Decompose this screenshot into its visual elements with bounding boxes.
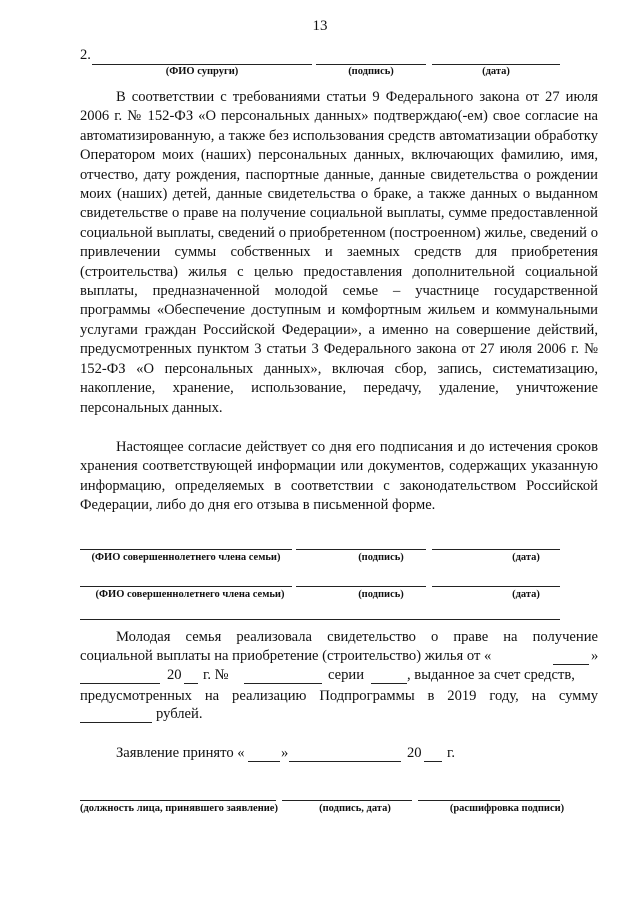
family-member-2-date-line[interactable] [432, 586, 560, 587]
realization-line-4: предусмотренных на реализацию Подпрограммы в 2019 году, на сумму [80, 688, 598, 704]
family-member-1-signature-line[interactable] [296, 549, 426, 550]
section-divider [80, 619, 560, 620]
realization-series-label: серии [328, 667, 365, 683]
consent-paragraph: В соответствии с требованиями статьи 9 Федерального закона от 27 июля 2006 г. № 152-ФЗ «О персональных данных» подтверждаю(-ем) свое согласие на автоматизированную, а также без использования средств автоматизации обработку Оператором моих (наших) персональных данных, включающих фамилию, имя, отчество, дату рождения, паспортные данные, данные свидетельства о рождении моих (наших) детей, данные свидетельства о браке, а также данных о выданном свидетельстве о праве на получение социальной выплаты, сумме предоставленной социальной выплаты, сведений о приобретенном (построенном) жилье, сведений о привлечении суммы собственных и заемных средств для приобретения (строительства) жилья с целью предоставления дополнительной социальной выплаты, предназначенной молодой семье – участнице государственной программы «Обеспечение доступным и комфортным жильем и коммунальными услугами граждан Российской Федерации», а именно на совершение действий, предусмотренных пунктом 3 статьи 3 Федерального закона от 27 июля 2006 г. № 152-ФЗ «О персональных данных», включая сбор, запись, систематизацию, накопление, хранение, использование, передачу, удаление, уничтожение персональных данных. [80, 89, 598, 416]
realization-number-label: г. № [203, 667, 229, 683]
item-number: 2. [80, 47, 91, 63]
spouse-signature-caption: (подпись) [348, 66, 394, 77]
realization-line-3-tail: , выданное за счет средств, [407, 667, 575, 683]
realization-line-5: рублей. [156, 706, 203, 722]
realization-line-1: Молодая семья реализовала свидетельство о праве на получение [116, 629, 598, 645]
family-member-2-date-caption: (дата) [512, 589, 540, 600]
realization-line-2-text: социальной выплаты на приобретение (строительство) жилья от « [80, 648, 492, 664]
certificate-series-field[interactable] [371, 683, 407, 684]
family-member-2-name-caption: (ФИО совершеннолетнего члена семьи) [95, 589, 285, 600]
spouse-name-caption: (ФИО супруги) [165, 66, 239, 77]
official-decoding-line[interactable] [418, 800, 560, 801]
accepted-year-field[interactable] [424, 761, 442, 762]
official-decoding-caption: (расшифровка подписи) [449, 803, 565, 814]
spouse-date-caption: (дата) [482, 66, 510, 77]
accepted-year-prefix: 20 [407, 745, 422, 761]
accepted-label: Заявление принято « [116, 745, 245, 761]
family-member-2-signature-caption: (подпись) [358, 589, 404, 600]
realization-year-prefix: 20 [167, 667, 182, 683]
family-member-1-signature-caption: (подпись) [358, 552, 404, 563]
family-member-2-signature-line[interactable] [296, 586, 426, 587]
certificate-day-field[interactable] [553, 664, 589, 665]
official-position-caption: (должность лица, принявшего заявление) [80, 803, 278, 814]
accepted-month-field[interactable] [289, 761, 401, 762]
official-signature-line[interactable] [282, 800, 412, 801]
family-member-2-name-line[interactable] [80, 586, 292, 587]
family-member-1-date-line[interactable] [432, 549, 560, 550]
amount-field[interactable] [80, 722, 152, 723]
certificate-year-field[interactable] [184, 683, 198, 684]
accepted-year-suffix: г. [447, 745, 455, 761]
certificate-month-field[interactable] [80, 683, 160, 684]
family-member-1-name-line[interactable] [80, 549, 292, 550]
spouse-signature-line[interactable] [316, 64, 426, 65]
validity-paragraph: Настоящее согласие действует со дня его подписания и до истечения сроков хранения соответствующей информации или документов, содержащих указанную информацию, определяемых в соответствии с законодательством Российской Федерации, либо до дня его отзыва в письменной форме. [80, 439, 598, 514]
accepted-day-field[interactable] [248, 761, 280, 762]
spouse-date-line[interactable] [432, 64, 560, 65]
certificate-number-field[interactable] [244, 683, 322, 684]
family-member-1-date-caption: (дата) [512, 552, 540, 563]
family-member-1-name-caption: (ФИО совершеннолетнего члена семьи) [91, 552, 281, 563]
accepted-quote-close: » [281, 745, 289, 761]
official-signature-caption: (подпись, дата) [319, 803, 391, 814]
page-number: 13 [312, 18, 328, 34]
official-position-line[interactable] [80, 800, 276, 801]
realization-line-2-quote: » [591, 648, 599, 664]
spouse-name-line[interactable] [92, 64, 312, 65]
